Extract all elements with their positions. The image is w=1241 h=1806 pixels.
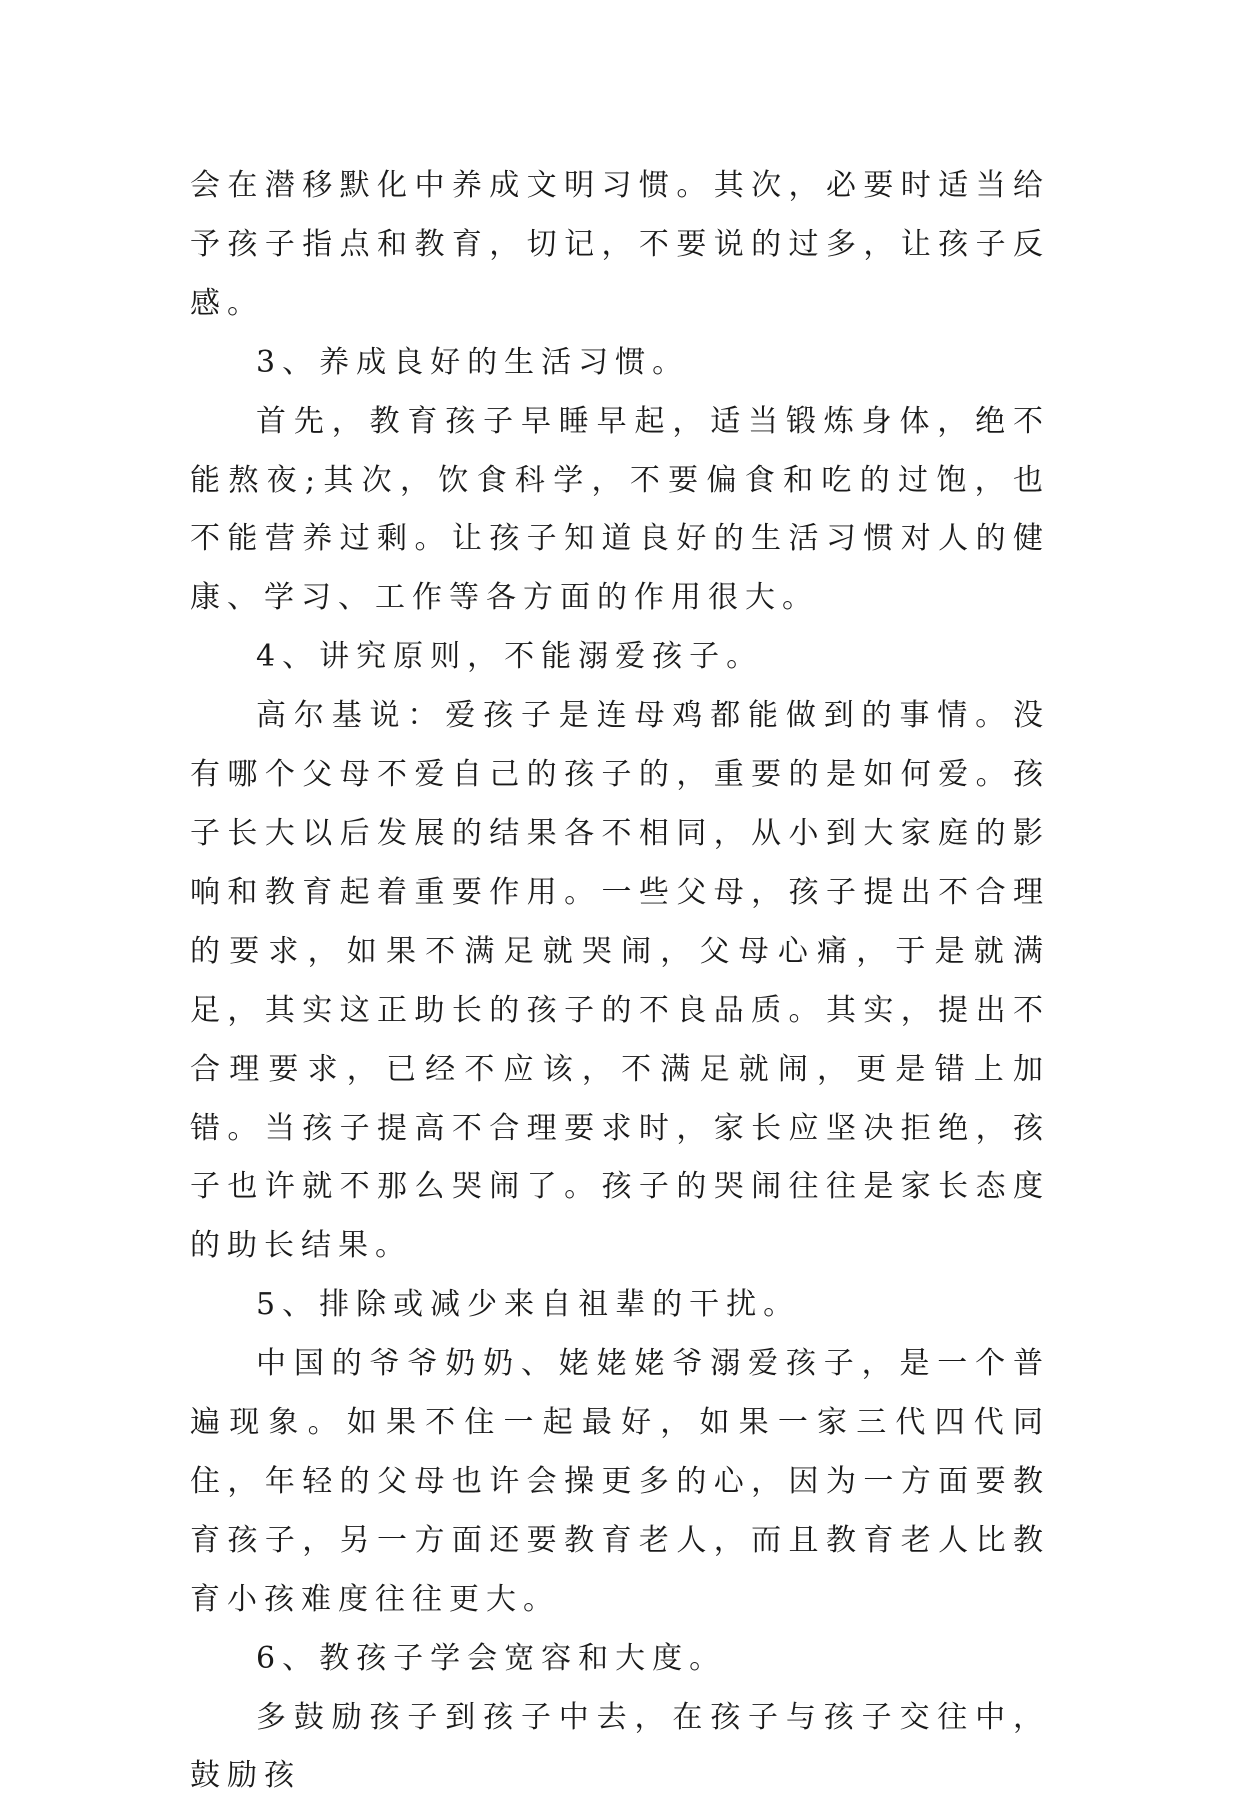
paragraph-grandparents: 中国的爷爷奶奶、姥姥姥爷溺爱孩子，是一个普遍现象。如果不住一起最好，如果一家三代四代同住，年轻的父母也许会操更多的心，因为一方面要教育孩子，另一方面还要教育老人，而且教育老人比教育小孩难度往往更大。 [190, 1346, 1050, 1617]
paragraph-continuation: 会在潜移默化中养成文明习惯。其次，必要时适当给予孩子指点和教育，切记，不要说的过多，让孩子反感。 [190, 168, 1050, 321]
document-body [190, 157, 1050, 1806]
paragraph-tolerance: 多鼓励孩子到孩子中去，在孩子与孩子交往中，鼓励孩 [190, 1699, 1050, 1794]
section-heading-5: 5、排除或减少来自祖辈的干扰。 [256, 1287, 801, 1323]
paragraph-principles: 高尔基说：爱孩子是连母鸡都能做到的事情。没有哪个父母不爱自己的孩子的，重要的是如何爱。孩子长大以后发展的结果各不相同，从小到大家庭的影响和教育起着重要作用。一些父母，孩子提出不合理的要求，如果不满足就哭闹，父母心痛，于是就满足，其实这正助长的孩子的不良品质。其实，提出不合理要求，已经不应该，不满足就闹，更是错上加错。当孩子提高不合理要求时，家长应坚决拒绝，孩子也许就不那么哭闹了。孩子的哭闹往往是家长态度的助长结果。 [190, 698, 1050, 1264]
paragraph-habits: 首先，教育孩子早睡早起，适当锻炼身体，绝不能熬夜;其次，饮食科学，不要偏食和吃的过饱，也不能营养过剩。让孩子知道良好的生活习惯对人的健康、学习、工作等各方面的作用很大。 [190, 403, 1050, 616]
section-heading-3: 3、养成良好的生活习惯。 [256, 344, 690, 380]
section-heading-6: 6、教孩子学会宽容和大度。 [256, 1640, 727, 1676]
section-heading-4: 4、讲究原则，不能溺爱孩子。 [256, 639, 764, 675]
